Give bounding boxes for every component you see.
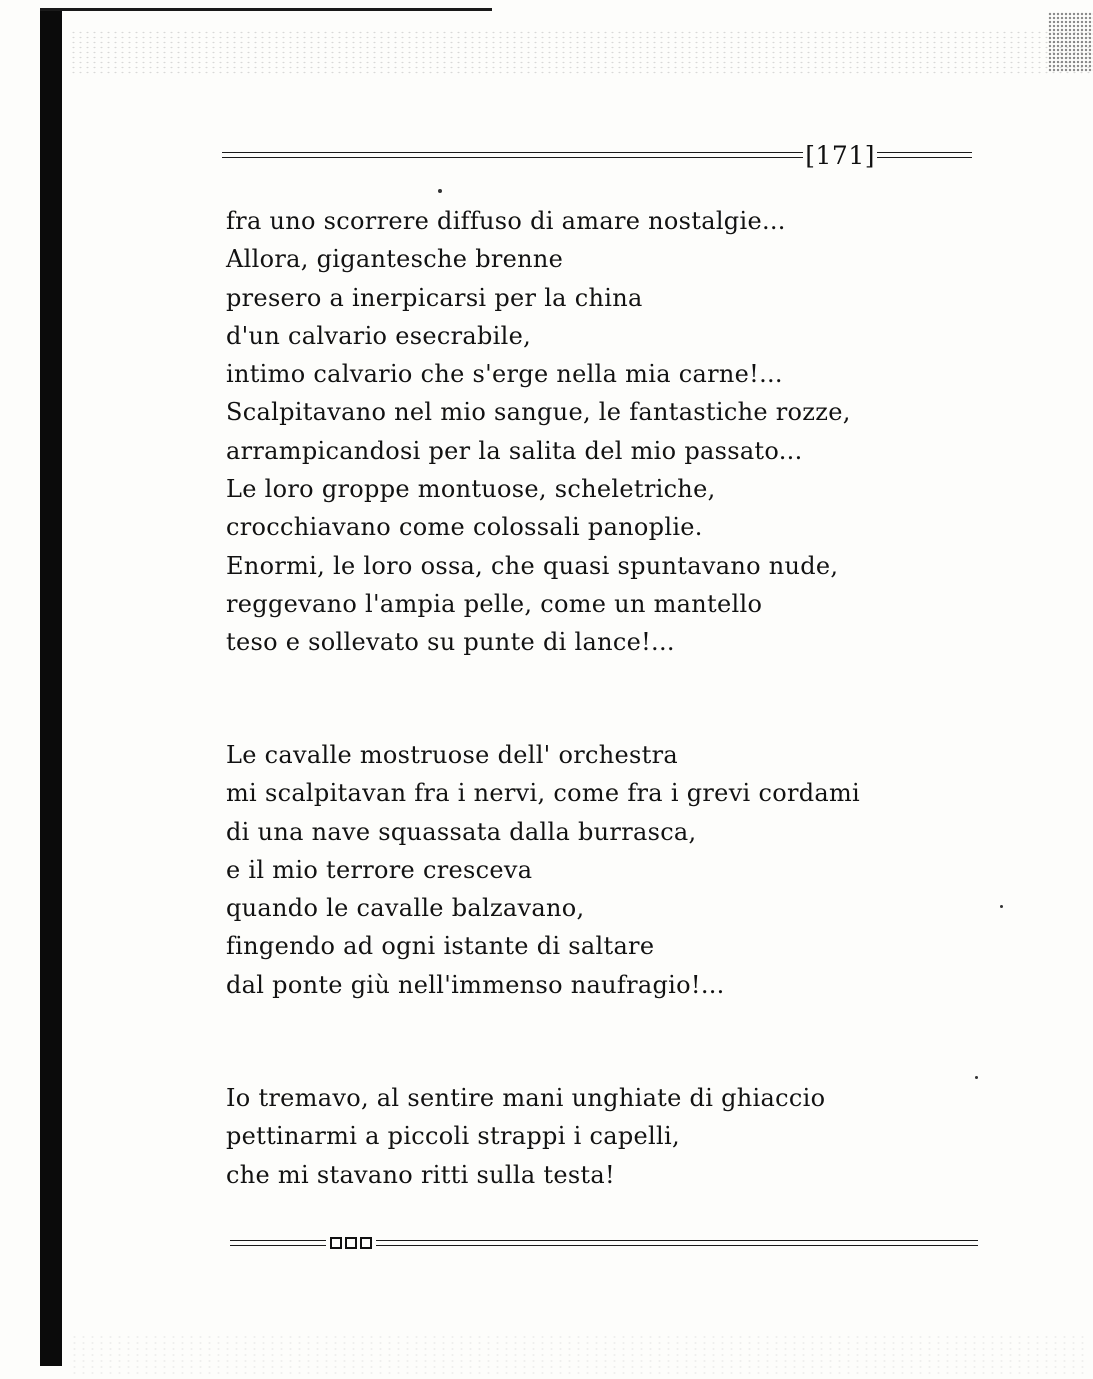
poem-line: Enormi, le loro ossa, che quasi spuntavano nude, [226,551,839,580]
footer-rule-left [230,1240,326,1246]
stanza [226,736,860,1004]
poem-line: quando le cavalle balzavano, [226,894,585,923]
poem-line: d'un calvario esecrabile, [226,321,532,350]
poem-line: pettinarmi a piccoli strappi i capelli, [226,1122,680,1151]
scan-noise-top [70,30,1090,75]
header-rule-right [877,152,972,158]
poem-line: che mi stavano ritti sulla testa! [226,1160,615,1189]
poem-line: crocchiavano come colossali panoplie. [226,513,703,542]
square-icon [330,1237,342,1249]
poem-line: Le cavalle mostruose dell' orchestra [226,741,678,769]
poem-line: dal ponte giù nell'immenso naufragio!... [226,970,725,999]
ink-dot [975,1076,978,1079]
header-rule-left [222,152,803,158]
poem-line: di una nave squassata dalla burrasca, [226,817,697,846]
scan-noise-bottom [70,1334,1090,1374]
three-squares-ornament-icon [326,1237,376,1249]
stanza [226,1079,825,1194]
ink-dot [438,189,442,193]
page-header [222,140,972,170]
stanza [226,202,851,662]
poem-line: teso e sollevato su punte di lance!... [226,628,675,657]
poem-line: mi scalpitavan fra i nervi, come fra i grevi cordami [226,779,861,808]
page-footer [230,1234,978,1252]
square-icon [345,1237,357,1249]
poem-line: intimo calvario che s'erge nella mia carne!... [226,360,783,389]
square-icon [360,1237,372,1249]
poem-line: arrampicandosi per la salita del mio passato... [226,436,803,465]
poem-line: Allora, gigantesche brenne [226,245,564,274]
poem-line: reggevano l'ampia pelle, come un mantello [226,589,763,618]
page-number: [171] [805,140,875,170]
footer-rule-right [376,1240,978,1246]
poem-line: Scalpitavano nel mio sangue, le fantastiche rozze, [226,398,851,427]
poem-line: Le loro groppe montuose, scheletriche, [226,475,716,504]
poem-line: e il mio terrore cresceva [226,855,533,884]
poem-line: presero a inerpicarsi per la china [226,283,643,312]
poem-line: Io tremavo, al sentire mani unghiate di ghiaccio [226,1084,826,1112]
ink-dot [1000,905,1003,908]
poem-line: fra uno scorrere diffuso di amare nostalgie... [226,207,786,235]
poem-line: fingendo ad ogni istante di saltare [226,932,655,961]
binding-edge [40,8,62,1366]
scan-noise-corner [1048,12,1093,72]
binding-top-edge [40,8,492,11]
